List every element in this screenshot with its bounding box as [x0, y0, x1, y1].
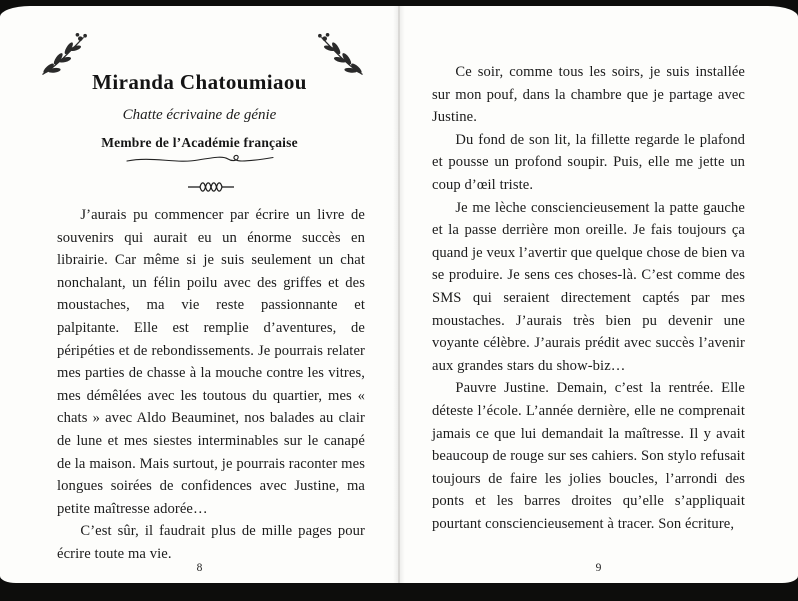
- book-spread: [0, 6, 798, 583]
- page-number-right: 9: [595, 562, 602, 574]
- left-page: [0, 6, 399, 583]
- section-divider-icon: [57, 180, 365, 194]
- paragraph: Pauvre Justine. Demain, c’est la rentrée. Elle déteste l’école. L’année dernière, elle ne comprenait jamais ce que lui demandait la maîtresse. Il y avait beaucoup de rouge sur ses cahiers. Son stylo refusait toujours de faire les jolies boucles, l’arrondi des ponts et les barres droites qu’elle s’appliquait pourtant consciencieusement à tracer. Son écriture,: [432, 380, 745, 532]
- paragraph: Ce soir, comme tous les soirs, je suis installée sur mon pouf, dans la chambre que je partage avec Justine.: [432, 64, 745, 126]
- chapter-header: [0, 6, 399, 167]
- page-number-left: 8: [196, 562, 203, 574]
- chapter-title: Miranda Chatoumiaou: [92, 70, 307, 94]
- right-page: [399, 6, 798, 583]
- olive-branch-right-icon: [315, 30, 367, 78]
- olive-branch-left-icon: [38, 30, 90, 78]
- chapter-affiliation: Membre de l’Académie française: [101, 135, 298, 150]
- paragraph: J’aurais pu commencer par écrire un livre de souvenirs qui aurait eu un énorme succès en librairie. Car même si je suis seulement un chat nonchalant, un félin poilu avec des griffes et des moustaches, ma vie reste passionnante et palpitante. Elle est remplie d’aventures, de péripéties et de rebondissements. Je pourrais relater mes parties de chasse à la mouche contre les vitres, mes démêlées avec les toutous du quartier, mes « chats » avec Aldo Beauminet, nos balades au clair de lune et mes siestes interminables sur le canapé de la maison. Mais surtout, je pourrais raconter mes longues soirées de confidences avec Justine, ma petite maîtresse adorée…: [57, 207, 365, 517]
- right-page-body: [432, 61, 745, 535]
- paragraph: Du fond de son lit, la fillette regarde le plafond et pousse un profond soupir. Puis, elle me jette un coup d’œil triste.: [432, 131, 745, 193]
- paragraph: Je me lèche consciencieusement la patte gauche et la passe derrière mon oreille. Je fais toujours ça quand je veux l’avertir que quelque chose de bien va se produire. Je sens ces choses-là. C’est comme des SMS qui seraient directement captés par mes moustaches. J’aurais très bien pu devenir une voyante célèbre. J’aurais prédit avec succès l’avenir aux grandes stars du show-biz…: [432, 199, 745, 374]
- flourish-underline-icon: [0, 153, 399, 167]
- left-page-body: [57, 204, 365, 566]
- paragraph: C’est sûr, il faudrait plus de mille pages pour écrire toute ma vie.: [57, 523, 365, 562]
- chapter-subtitle: Chatte écrivaine de génie: [122, 107, 277, 123]
